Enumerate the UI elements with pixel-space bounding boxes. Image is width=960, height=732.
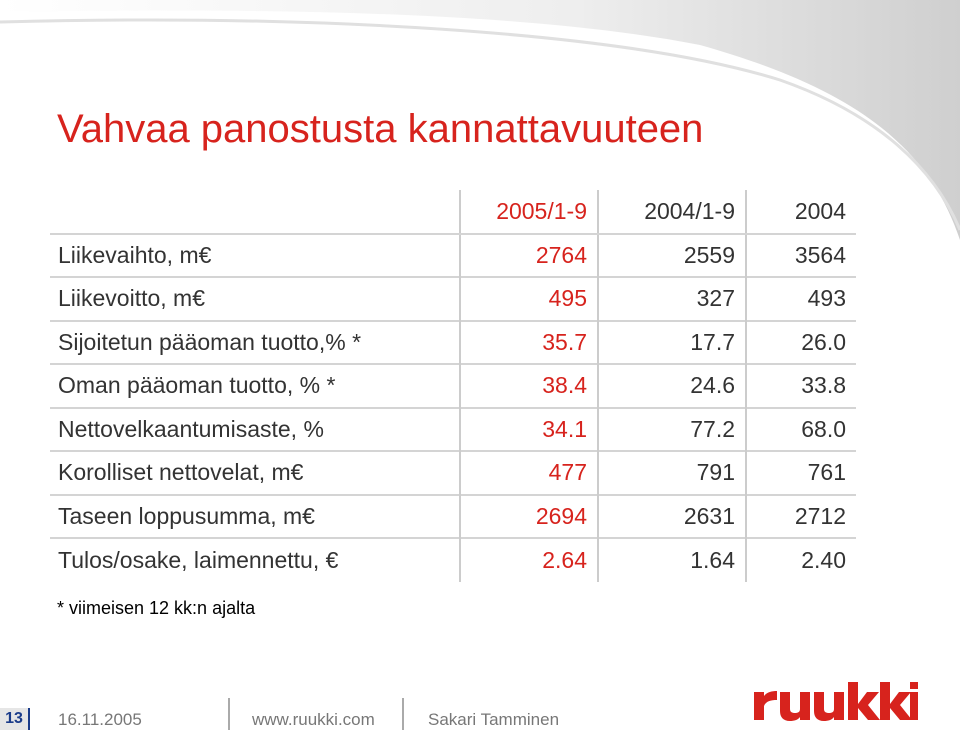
table-header-row	[50, 190, 856, 234]
footnote: * viimeisen 12 kk:n ajalta	[57, 598, 256, 618]
row-label: Sijoitetun pääoman tuotto,% *	[50, 321, 460, 365]
table-header-2004-1-9: 2004/1-9	[598, 190, 746, 234]
ruukki-logo	[752, 680, 918, 722]
cell-value: 3564	[746, 234, 856, 278]
cell-value: 26.0	[746, 321, 856, 365]
cell-value: 2631	[598, 495, 746, 539]
cell-value: 477	[460, 451, 598, 495]
table-row	[50, 364, 856, 408]
page-number: 13	[0, 708, 30, 730]
cell-value: 2.40	[746, 538, 856, 582]
cell-value: 1.64	[598, 538, 746, 582]
cell-value: 2712	[746, 495, 856, 539]
cell-value: 38.4	[460, 364, 598, 408]
row-label: Liikevoitto, m€	[50, 277, 460, 321]
cell-value: 2559	[598, 234, 746, 278]
cell-value: 24.6	[598, 364, 746, 408]
cell-value: 495	[460, 277, 598, 321]
table-row	[50, 538, 856, 582]
cell-value: 2764	[460, 234, 598, 278]
cell-value: 791	[598, 451, 746, 495]
table-header-2004: 2004	[746, 190, 856, 234]
cell-value: 17.7	[598, 321, 746, 365]
cell-value: 327	[598, 277, 746, 321]
cell-value: 35.7	[460, 321, 598, 365]
slide-title: Vahvaa panostusta kannattavuuteen	[57, 106, 704, 151]
cell-value: 761	[746, 451, 856, 495]
table-row	[50, 408, 856, 452]
row-label: Tulos/osake, laimennettu, €	[50, 538, 460, 582]
cell-value: 68.0	[746, 408, 856, 452]
table-row	[50, 277, 856, 321]
cell-value: 2.64	[460, 538, 598, 582]
table-row	[50, 234, 856, 278]
table-header-empty	[50, 190, 460, 234]
cell-value: 2694	[460, 495, 598, 539]
row-label: Taseen loppusumma, m€	[50, 495, 460, 539]
table-row	[50, 495, 856, 539]
cell-value: 493	[746, 277, 856, 321]
footer-divider	[228, 698, 230, 730]
footer-date: 16.11.2005	[58, 710, 142, 729]
footer-author: Sakari Tamminen	[428, 710, 560, 729]
table-row	[50, 321, 856, 365]
cell-value: 33.8	[746, 364, 856, 408]
row-label: Korolliset nettovelat, m€	[50, 451, 460, 495]
cell-value: 34.1	[460, 408, 598, 452]
row-label: Liikevaihto, m€	[50, 234, 460, 278]
table-header-2005-1-9: 2005/1-9	[460, 190, 598, 234]
row-label: Nettovelkaantumisaste, %	[50, 408, 460, 452]
footer-website: www.ruukki.com	[252, 710, 375, 729]
footer-divider	[402, 698, 404, 730]
table-row	[50, 451, 856, 495]
row-label: Oman pääoman tuotto, % *	[50, 364, 460, 408]
cell-value: 77.2	[598, 408, 746, 452]
financial-table	[50, 190, 856, 582]
